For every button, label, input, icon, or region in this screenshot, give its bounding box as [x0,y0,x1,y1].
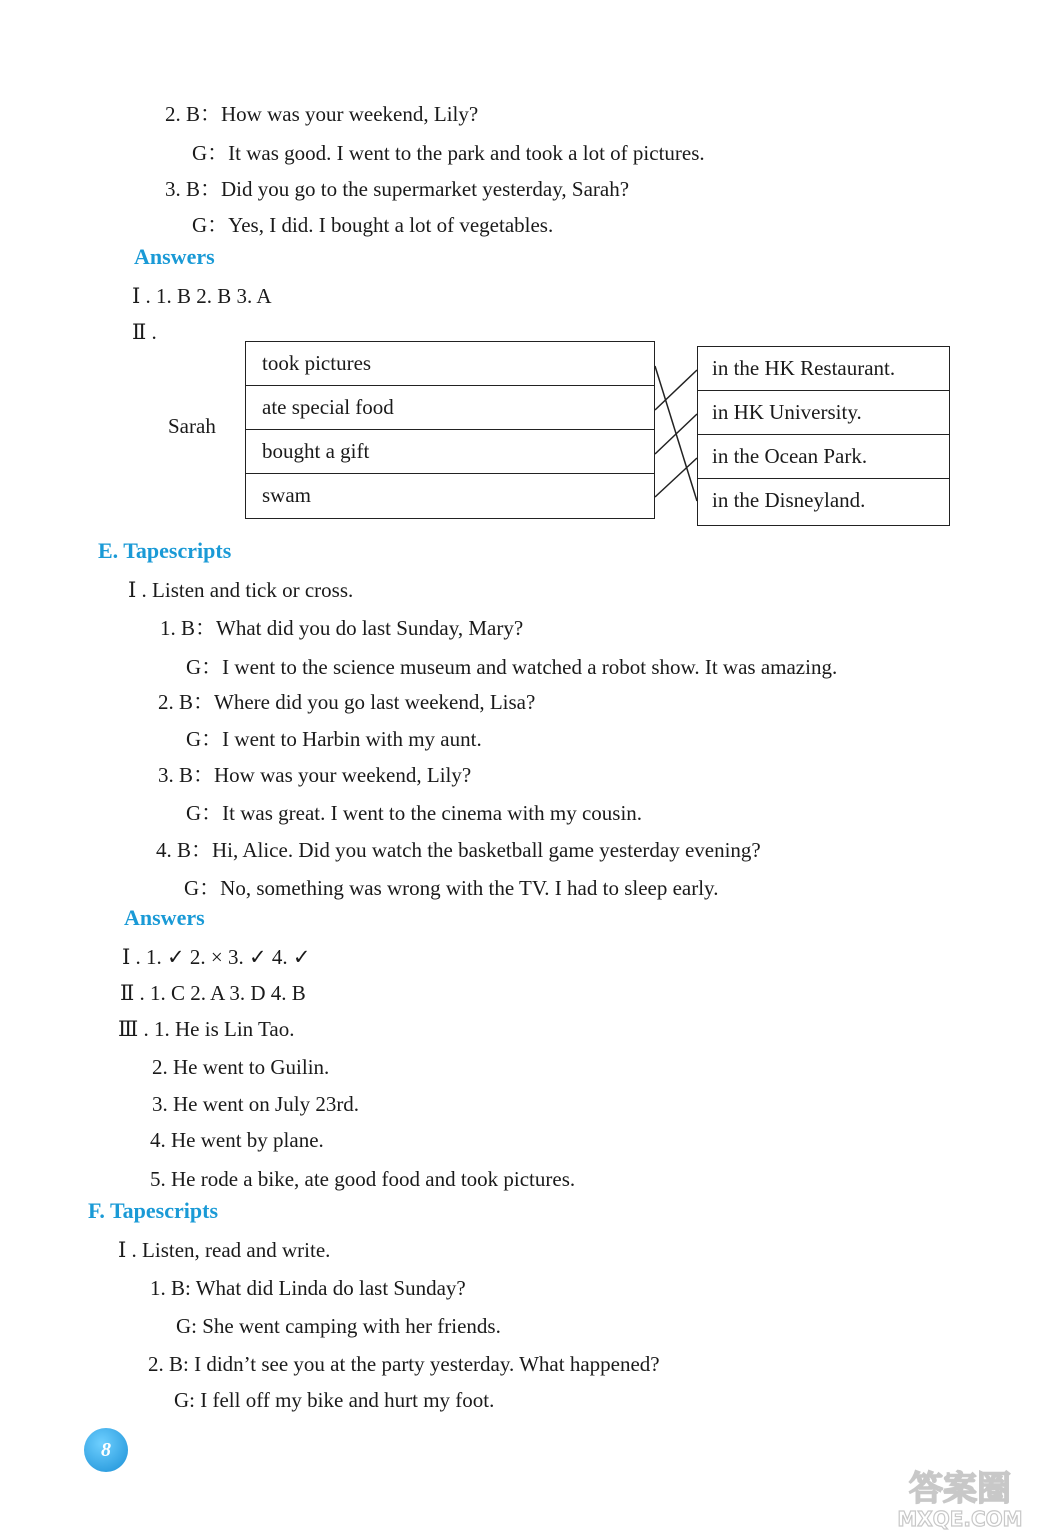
dialogue-line: 1. B: What did Linda do last Sunday? [150,1276,466,1300]
section-e-heading: E. Tapescripts [98,538,232,563]
answer-row: Ⅰ . 1. B 2. B 3. A [132,284,272,308]
answer-row: Ⅰ . 1. ✓ 2. × 3. ✓ 4. ✓ [122,945,311,969]
dialogue-line: G：I went to the science museum and watched a robot show. It was amazing. [186,655,838,679]
instruction: Ⅰ . Listen, read and write. [118,1238,331,1262]
match-line [655,458,697,497]
answers-heading: Answers [124,905,205,930]
place-cell: in the Disneyland. [712,488,866,512]
activity-cell: swam [262,483,311,507]
matching-lines [0,0,1055,600]
activity-cell: bought a gift [246,430,654,474]
answer-row: 5. He rode a bike, ate good food and took pictures. [150,1167,576,1191]
place-cell: in the HK Restaurant. [698,347,949,391]
dialogue-line: 2. B：Where did you go last weekend, Lisa? [158,690,536,714]
activity-cell: took pictures [246,342,654,386]
page-number: 8 [84,1428,128,1472]
answers-heading: Answers [134,244,215,269]
answer-row: 3. He went on July 23rd. [152,1092,360,1116]
answer-row: Ⅱ . 1. C 2. A 3. D 4. B [120,981,306,1005]
answer-row: 2. He went to Guilin. [152,1055,330,1079]
dialogue-line: G：It was good. I went to the park and took a lot of pictures. [192,141,705,165]
section-f-heading: F. Tapescripts [88,1198,219,1223]
dialogue-line: G：I went to Harbin with my aunt. [186,727,482,751]
dialogue-line: G：It was great. I went to the cinema with my cousin. [186,801,643,825]
match-line [655,370,697,410]
match-line [655,414,697,454]
dialogue-line: 3. B：Did you go to the supermarket yesterday, Sarah? [165,177,630,201]
place-cell: in HK University. [698,391,949,435]
dialogue-line: G: I fell off my bike and hurt my foot. [174,1388,495,1412]
instruction: Ⅰ . Listen and tick or cross. [128,578,354,602]
activity-cell: ate special food [246,386,654,430]
answer-row: Ⅱ . [132,320,157,344]
svg-text:MXQE.COM: MXQE.COM [897,1507,1023,1531]
dialogue-line: 3. B：How was your weekend, Lily? [158,763,472,787]
watermark-logo [870,1462,1050,1532]
dialogue-line: G：Yes, I did. I bought a lot of vegetables. [192,213,554,237]
answer-row: 4. He went by plane. [150,1128,324,1152]
dialogue-line: G：No, something was wrong with the TV. I had to sleep early. [184,876,719,900]
dialogue-line: 2. B：How was your weekend, Lily? [165,102,479,126]
dialogue-line: 1. B：What did you do last Sunday, Mary? [160,616,524,640]
svg-text:答案圈: 答案圈 [909,1469,1011,1509]
dialogue-line: 4. B：Hi, Alice. Did you watch the basketball game yesterday evening? [156,838,761,862]
matching-subject: Sarah [168,414,216,438]
dialogue-line: 2. B: I didn’t see you at the party yesterday. What happened? [148,1352,660,1376]
place-cell: in the Ocean Park. [698,435,949,479]
answer-row: Ⅲ . 1. He is Lin Tao. [118,1017,295,1041]
dialogue-line: G: She went camping with her friends. [176,1314,501,1338]
